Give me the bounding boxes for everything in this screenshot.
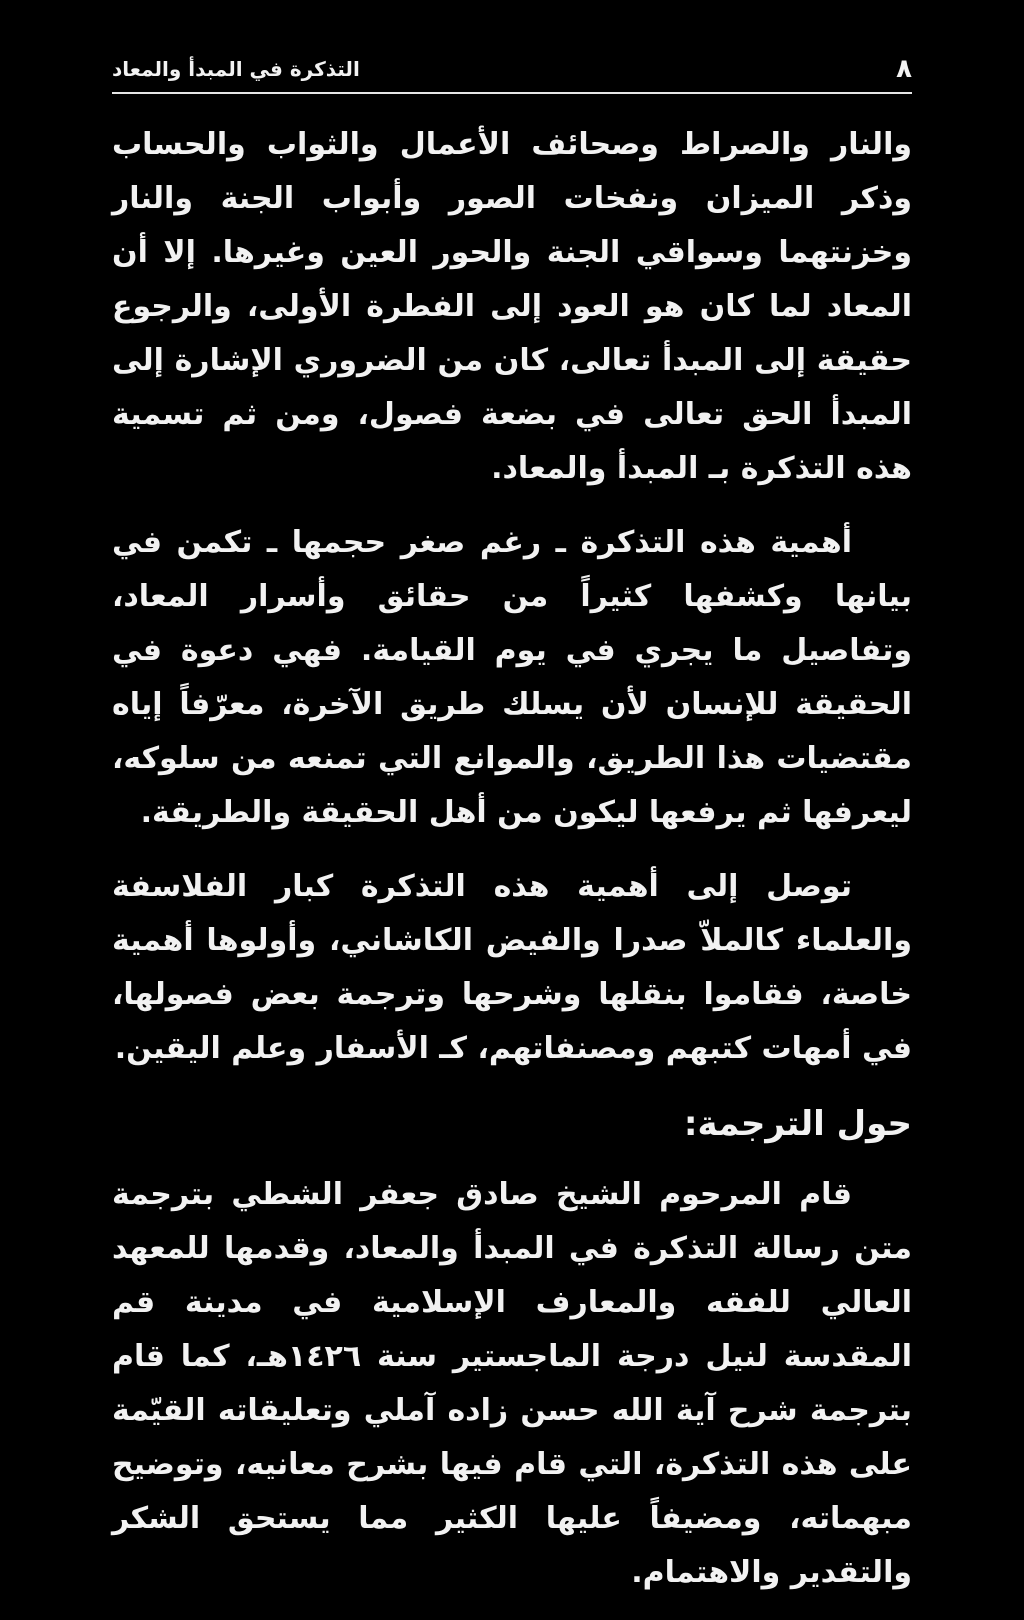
paragraph-2: أهمية هذه التذكرة ـ رغم صغر حجمها ـ تكمن في بيانها وكشفها كثيراً من حقائق وأسرار المعاد، وتفاصيل ما يجري في يوم القيامة. فهي دعوة في الحقيقة للإنسان لأن يسلك طريق الآخرة، معرّفاً إياه مقتضيات هذا الطريق، والموانع التي تمنعه من سلوكه، ليعرفها ثم يرفعها ليكون من أهل الحقيقة والطريقة. [112, 525, 912, 830]
running-header [112, 52, 912, 94]
paragraph-4: قام المرحوم الشيخ صادق جعفر الشطي بترجمة متن رسالة التذكرة في المبدأ والمعاد، وقدمها للمعهد العالي للفقه والمعارف الإسلامية في مدينة قم المقدسة لنيل درجة الماجستير سنة ١٤٢٦هـ، كما قام بترجمة شرح آية الله حسن زاده آملي وتعليقاته القيّمة على هذه التذكرة، التي قام فيها بشرح معانيه، وتوضيح مبهماته، ومضيفاً عليها الكثير مما يستحق الشكر والتقدير والاهتمام. [112, 1177, 912, 1590]
paragraph-3: توصل إلى أهمية هذه التذكرة كبار الفلاسفة والعلماء كالملاّ صدرا والفيض الكاشاني، وأولوها أهمية خاصة، فقاموا بنقلها وشرحها وترجمة بعض فصولها، في أمهات كتبهم ومصنفاتهم، كـ الأسفار وعلم اليقين. [112, 869, 912, 1066]
paragraph-1: والنار والصراط وصحائف الأعمال والثواب والحساب وذكر الميزان ونفخات الصور وأبواب الجنة والنار وخزنتهما وسواقي الجنة والحور العين وغيرها. إلا أن المعاد لما كان هو العود إلى الفطرة الأولى، والرجوع حقيقة إلى المبدأ تعالى، كان من الضروري الإشارة إلى المبدأ الحق تعالى في بضعة فصول، ومن ثم تسمية هذه التذكرة بـ المبدأ والمعاد. [112, 127, 912, 486]
body-text [112, 118, 912, 1620]
page-number: ٨ [896, 54, 912, 84]
section-heading: حول الترجمة: [683, 1104, 912, 1144]
book-title: التذكرة في المبدأ والمعاد [112, 57, 360, 81]
